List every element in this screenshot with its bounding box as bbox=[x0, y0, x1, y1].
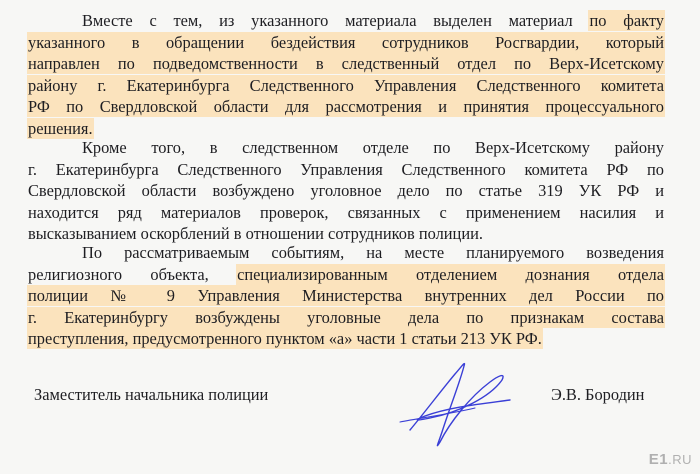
text-line: полиции № 9 Управления Министерства внутренних дел России по bbox=[28, 286, 664, 306]
signatory-name: Э.В. Бородин bbox=[551, 385, 645, 404]
text-line: г. Екатеринбургу возбуждены уголовные дела по признакам состава bbox=[28, 307, 664, 327]
watermark-logo: E1.RU bbox=[648, 451, 692, 468]
paragraph-1 bbox=[28, 10, 664, 140]
text-line: Кроме того, в следственном отделе по Верх-Исетскому району bbox=[82, 138, 664, 157]
text-line: высказыванием оскорблений в отношении сотрудников полиции. bbox=[28, 224, 483, 244]
text-line: Свердловской области возбуждено уголовное дело по статье 319 УК РФ и bbox=[28, 181, 664, 201]
text-line: району г. Екатеринбурга Следственного Управления Следственного комитета bbox=[28, 75, 664, 95]
text-line: религиозного объекта, специализированным отделением дознания отдела bbox=[28, 264, 664, 284]
text-line: Вместе с тем, из указанного материала выделен материал по факту bbox=[82, 11, 664, 30]
signatory-position: Заместитель начальника полиции bbox=[34, 385, 269, 404]
paragraph-3 bbox=[28, 242, 664, 350]
text-line: находится ряд материалов проверок, связанных с применением насилия и bbox=[28, 202, 664, 222]
text-line: РФ по Свердловской области для рассмотрения и принятия процессуального bbox=[28, 97, 664, 117]
handwritten-signature bbox=[380, 352, 530, 452]
text-line: решения. bbox=[28, 118, 93, 138]
text-line: По рассматриваемым событиям, на месте планируемого возведения bbox=[82, 243, 664, 262]
text-line: преступления, предусмотренного пунктом «а» части 1 статьи 213 УК РФ. bbox=[28, 329, 542, 349]
paragraph-2 bbox=[28, 137, 664, 245]
text-line: указанного в обращении бездействия сотрудников Росгвардии, который bbox=[28, 32, 664, 52]
text-line: направлен по подведомственности в следственный отдел по Верх-Исетскому bbox=[28, 54, 664, 74]
text-line: г. Екатеринбурга Следственного Управления Следственного комитета РФ по bbox=[28, 159, 664, 179]
